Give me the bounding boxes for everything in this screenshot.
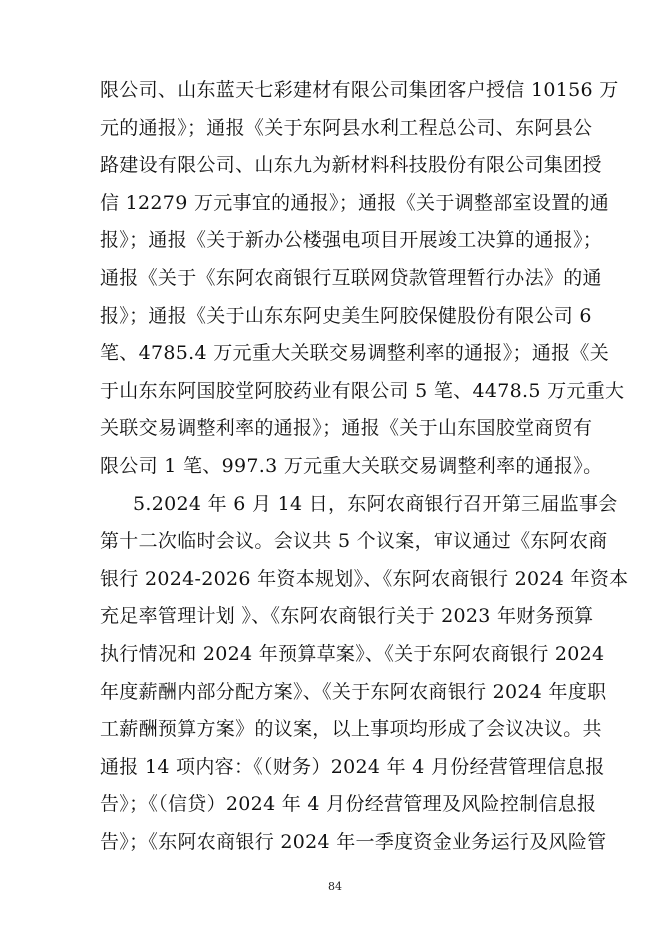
text-line: 银行 2024-2026 年资本规划》、《东阿农商银行 2024 年资本 xyxy=(100,567,629,590)
text-line: 信 12279 万元事宜的通报》；通报《关于调整部室设置的通 xyxy=(100,191,610,214)
text-line: 告》；《东阿农商银行 2024 年一季度资金业务运行及风险管 xyxy=(100,831,607,853)
text-line: 笔、4785.4 万元重大关联交易调整利率的通报》；通报《关 xyxy=(100,342,610,365)
text-line: 年度薪酬内部分配方案》、《关于东阿农商银行 2024 年度职 xyxy=(100,680,607,703)
text-line: 通报《关于《东阿农商银行互联网贷款管理暂行办法》的通 xyxy=(100,267,602,289)
text-line: 充足率管理计划 》、《东阿农商银行关于 2023 年财务预算 xyxy=(100,605,594,628)
text-line: 元的通报》；通报《关于东阿县水利工程总公司、东阿县公 xyxy=(100,116,593,139)
text-line: 报》；通报《关于新办公楼强电项目开展竣工决算的通报》； xyxy=(100,229,603,252)
text-line: 告》；《（信贷）2024 年 4 月份经营管理及风险控制信息报 xyxy=(100,793,597,816)
text-line: 关联交易调整利率的通报》；通报《关于山东国胶堂商贸有 xyxy=(100,417,593,440)
text-line: 通报 14 项内容：《（财务）2024 年 4 月份经营管理信息报 xyxy=(100,755,605,778)
text-line: 路建设有限公司、山东九为新材料科技股份有限公司集团授 xyxy=(100,154,602,177)
text-line: 于山东东阿国胶堂阿胶药业有限公司 5 笔、4478.5 万元重大 xyxy=(100,379,625,402)
text-line: 执行情况和 2024 年预算草案》、《关于东阿农商银行 2024 xyxy=(100,643,605,665)
text-line: 限公司、山东蓝天七彩建材有限公司集团客户授信 10156 万 xyxy=(100,79,619,101)
text-line: 限公司 1 笔、997.3 万元重大关联交易调整利率的通报》。 xyxy=(100,455,603,477)
paragraph-first-line: 5.2024 年 6 月 14 日，东阿农商银行召开第三届监事会 xyxy=(133,492,618,515)
text-line: 工薪酬预算方案》的议案，以上事项均形成了会议决议。共 xyxy=(100,718,602,741)
text-line: 第十二次临时会议。会议共 5 个议案，审议通过《东阿农商 xyxy=(100,530,608,553)
page-number: 84 xyxy=(328,880,342,893)
text-line: 报》；通报《关于山东东阿史美生阿胶保健股份有限公司 6 xyxy=(100,304,592,327)
